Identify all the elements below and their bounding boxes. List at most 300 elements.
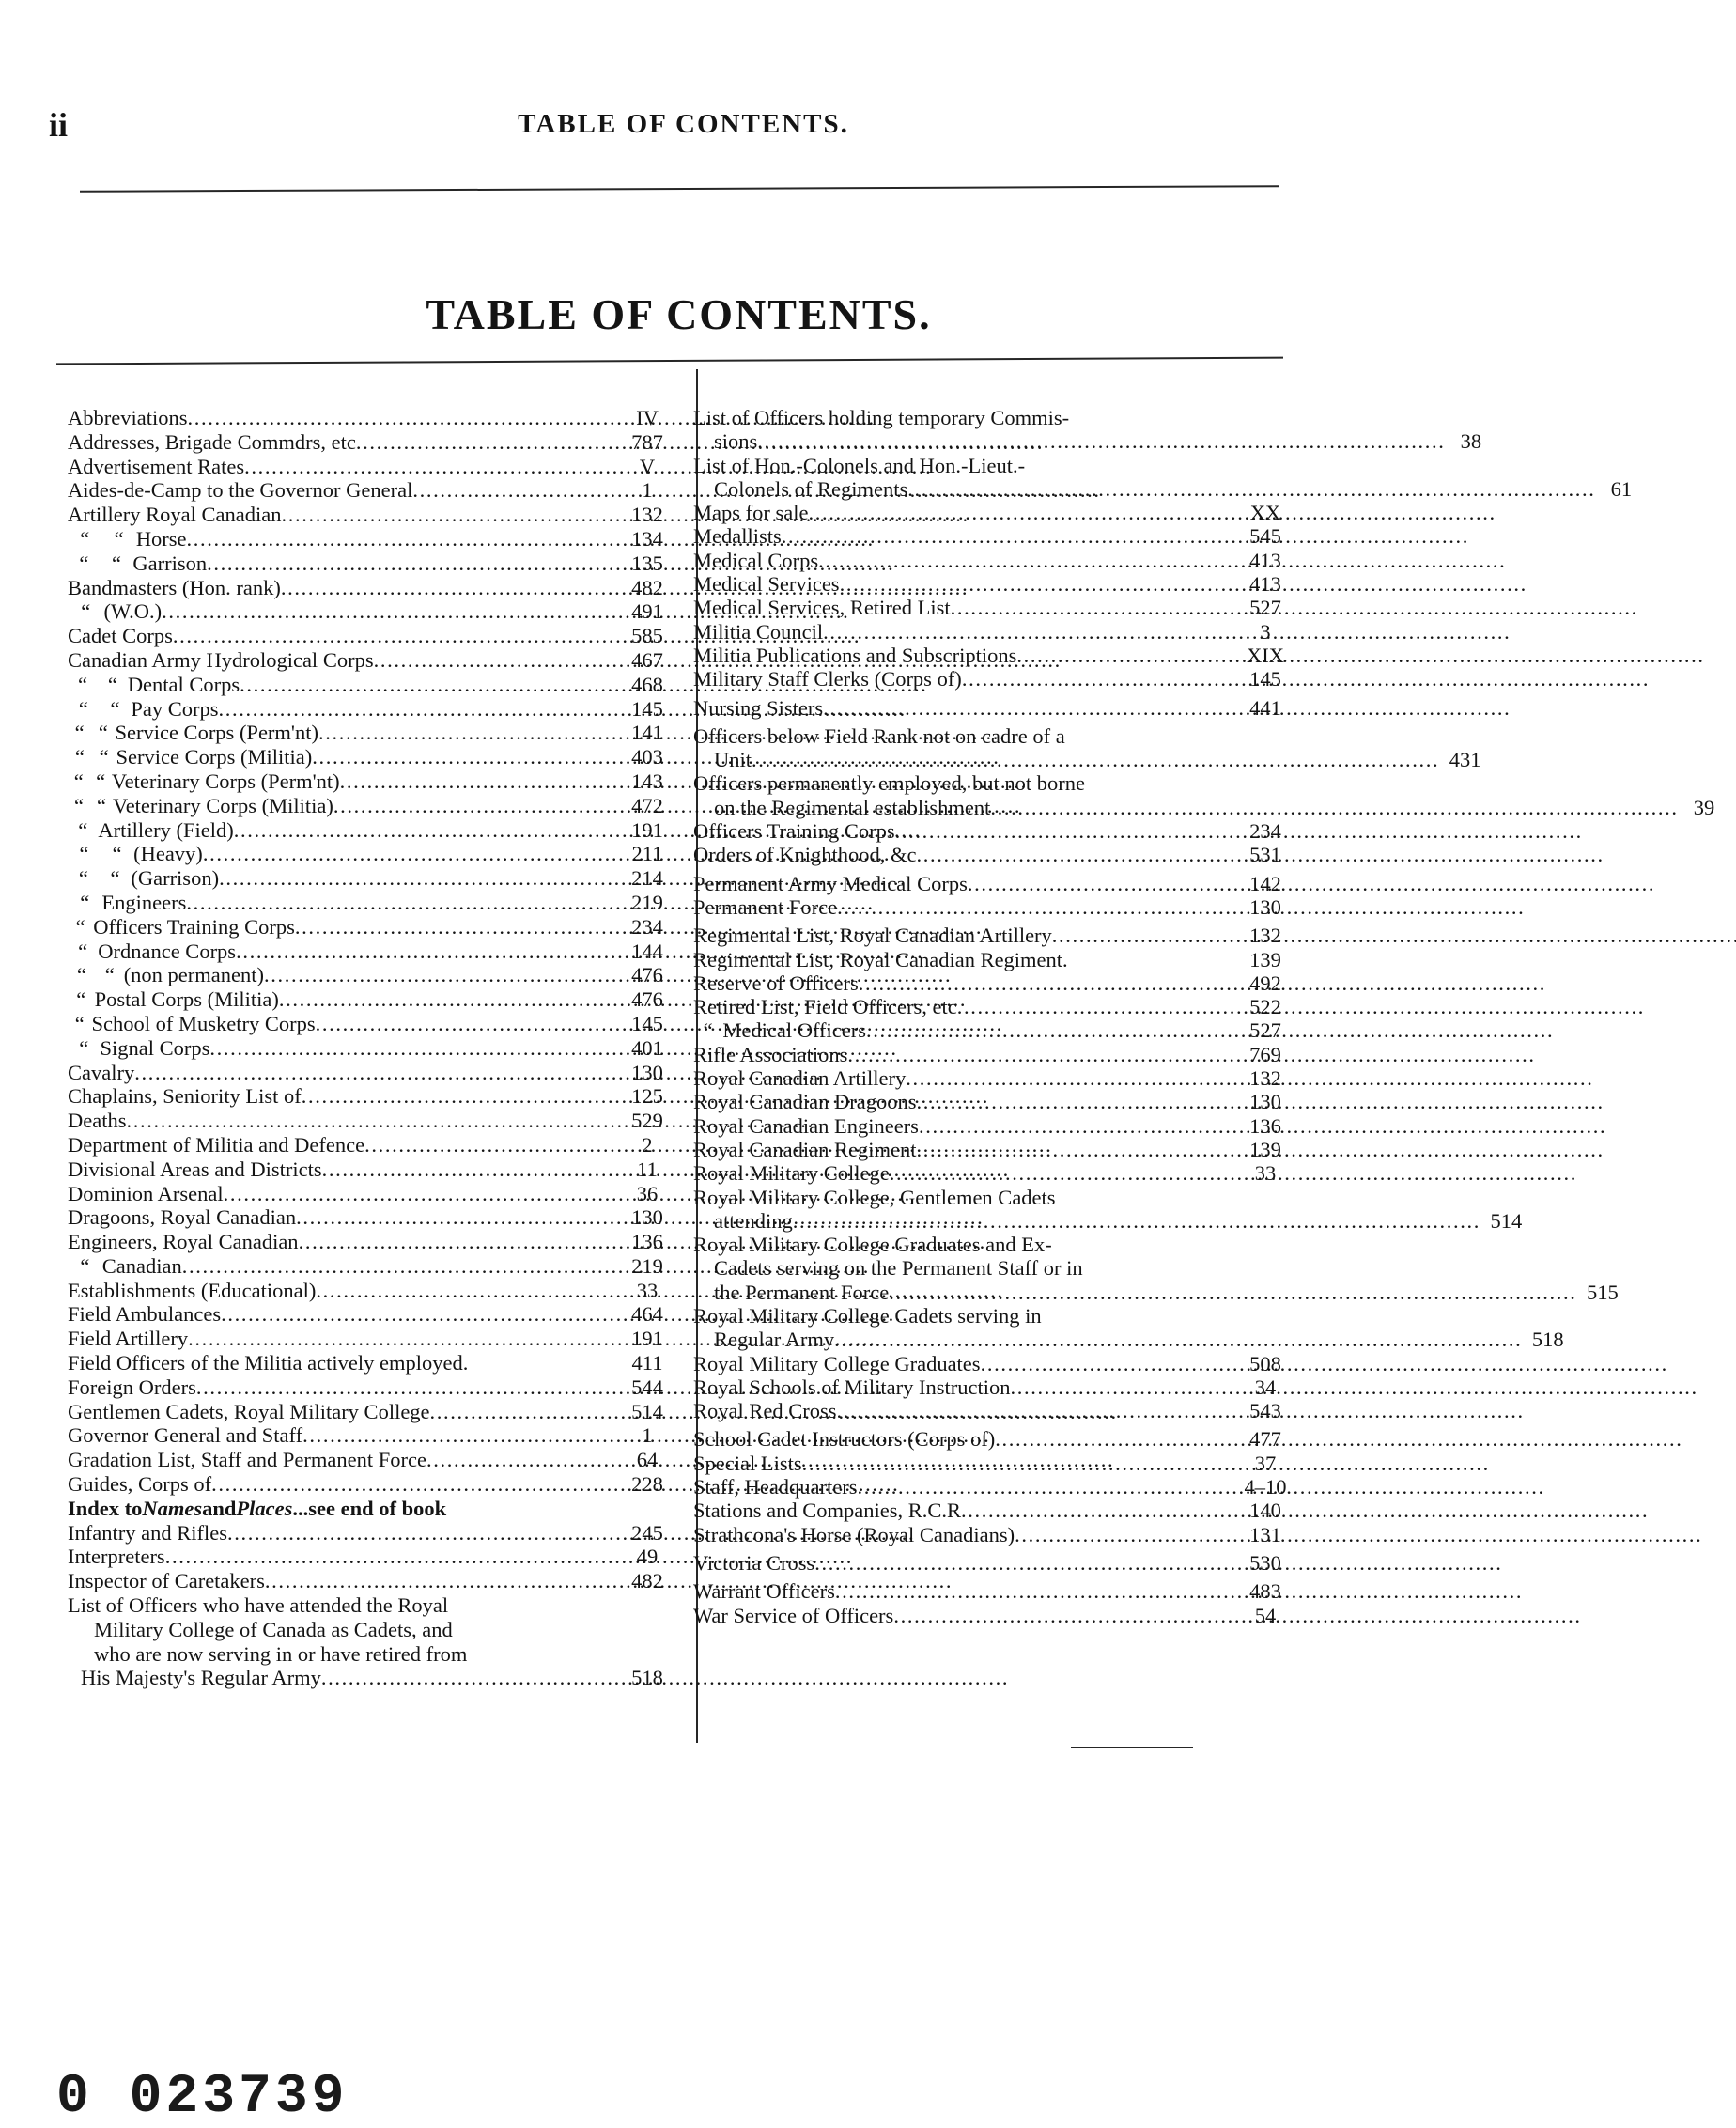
toc-entry-text <box>693 644 1236 667</box>
toc-entry-label: Garrison <box>132 551 208 575</box>
toc-entry-text <box>693 1233 1573 1304</box>
toc-entry-text <box>693 1375 1236 1399</box>
toc-entry <box>693 771 1715 819</box>
toc-entry-text <box>693 1604 1236 1627</box>
serial-number: 0 023739 <box>56 2067 349 2128</box>
toc-entry <box>693 549 1294 572</box>
dot-leader <box>312 745 616 769</box>
dot-leader <box>322 1157 616 1182</box>
toc-entry <box>68 1182 678 1206</box>
ditto-mark: “ <box>79 842 89 866</box>
dot-leader <box>173 624 616 648</box>
toc-entry-label: Nursing Sisters <box>693 695 824 720</box>
toc-entry <box>693 872 1294 895</box>
ditto-mark: “ <box>78 866 88 891</box>
toc-entry-label: Royal Red Cross <box>693 1399 837 1423</box>
toc-entry <box>68 1084 678 1109</box>
toc-entry-text <box>68 963 616 987</box>
toc-entry-label: Strathcona's Horse (Royal Canadians) <box>693 1522 1015 1546</box>
toc-entry <box>693 723 1481 772</box>
toc-entry-text <box>693 454 1592 502</box>
toc-entry-text <box>68 842 616 866</box>
dot-leader <box>209 1036 616 1061</box>
toc-entry <box>693 1375 1294 1399</box>
toc-entry-label: Field Ambulances <box>68 1302 222 1327</box>
toc-entry-line <box>693 429 1442 453</box>
header-rule <box>80 185 1279 193</box>
toc-entry <box>68 891 678 915</box>
toc-entry-label: (Heavy) <box>133 842 203 866</box>
dot-leader <box>316 1012 616 1036</box>
page-number: 477 <box>1249 1427 1281 1452</box>
toc-entry-label: who are now serving in or have retired from <box>94 1641 468 1666</box>
dot-leader <box>321 1666 616 1690</box>
toc-entry <box>693 819 1294 843</box>
page-number: 131 <box>1249 1522 1281 1546</box>
toc-entry-text <box>68 769 616 794</box>
page-number: 49 <box>636 1545 659 1569</box>
ditto-mark: “ <box>79 1035 89 1060</box>
ditto-mark: “ <box>110 866 120 891</box>
toc-entry-label: Medallists <box>693 524 782 549</box>
page-number: 39 <box>1693 795 1715 819</box>
toc-entry-line <box>693 771 1675 795</box>
toc-entry-label: ...see end of book <box>292 1496 447 1520</box>
dot-leader <box>823 620 1236 644</box>
toc-entry <box>693 843 1294 866</box>
right-column <box>693 406 1715 1627</box>
page-number: XX <box>1249 501 1281 525</box>
dot-leader <box>279 987 616 1012</box>
toc-entry-line <box>693 406 1442 429</box>
toc-entry-text <box>68 1084 616 1109</box>
page-number: 476 <box>631 987 663 1012</box>
toc-entry <box>68 769 678 794</box>
page-number: 61 <box>1610 476 1633 501</box>
page-number: 431 <box>1449 748 1481 772</box>
dot-leader <box>990 796 1675 819</box>
dot-leader <box>295 915 616 940</box>
toc-entry <box>693 1043 1294 1066</box>
toc-entry <box>693 501 1294 524</box>
toc-entry-line <box>693 1186 1477 1209</box>
dot-leader <box>126 1109 616 1133</box>
toc-entry-line <box>693 1281 1573 1304</box>
toc-entry <box>68 697 678 722</box>
toc-entry <box>68 818 678 843</box>
ditto-mark: “ <box>78 696 88 721</box>
folio: ii <box>49 106 69 144</box>
page-number: 401 <box>631 1035 663 1060</box>
ditto-mark: “ <box>79 551 89 575</box>
toc-entry-text <box>693 819 1236 843</box>
page-number: 136 <box>631 1230 663 1254</box>
ditto-mark: “ <box>80 890 90 914</box>
toc-entry <box>68 963 678 987</box>
page-number: XIX <box>1247 643 1284 667</box>
page-number: 787 <box>631 429 663 454</box>
dot-leader <box>962 667 1236 691</box>
dot-leader <box>430 1400 616 1424</box>
toc-entry-label: List of Officers who have attended the Royal <box>68 1593 449 1618</box>
toc-entry-label: School Cadet Instructors (Corps of) <box>693 1427 996 1452</box>
page-number: 219 <box>631 1253 663 1278</box>
page-number: 482 <box>631 575 663 599</box>
toc-entry-label: Engineers, Royal Canadian <box>68 1230 299 1254</box>
toc-entry-label: Abbreviations <box>68 406 188 429</box>
toc-entry <box>68 455 678 479</box>
dot-leader <box>1052 924 1236 947</box>
toc-entry <box>68 1423 678 1448</box>
page-number: 491 <box>631 599 663 624</box>
ditto-mark: “ <box>73 793 84 817</box>
toc-entry-line <box>693 1233 1573 1256</box>
page-number: 585 <box>631 624 663 648</box>
left-column <box>68 406 678 1690</box>
dot-leader <box>968 872 1236 895</box>
toc-entry <box>693 1161 1294 1185</box>
ditto-mark: “ <box>112 842 122 866</box>
toc-entry-text <box>693 724 1436 772</box>
toc-entry-label: Governor General and Staff <box>68 1423 303 1448</box>
dot-leader <box>162 599 616 624</box>
page-number: 132 <box>1249 924 1281 948</box>
dot-leader <box>186 891 616 915</box>
toc-entry <box>68 745 678 769</box>
toc-entry <box>68 599 678 624</box>
page-number: 228 <box>631 1472 663 1497</box>
ditto-mark: “ <box>73 769 84 793</box>
toc-entry <box>68 794 678 818</box>
page-number: 468 <box>631 672 663 696</box>
dot-leader <box>188 1327 616 1351</box>
page-number: 143 <box>631 769 663 793</box>
dot-leader <box>1015 1523 1236 1546</box>
toc-entry-label: Field Officers of the Militia actively employed. <box>68 1351 469 1375</box>
ditto-mark: “ <box>74 721 85 745</box>
toc-entry-label: attending <box>714 1208 793 1233</box>
toc-entry-label: (Garrison) <box>131 866 220 891</box>
dot-leader <box>752 748 1436 771</box>
page-number: 141 <box>631 721 663 745</box>
ditto-mark: “ <box>78 939 88 963</box>
toc-entry-label: Service Corps (Perm'nt) <box>115 721 318 745</box>
toc-entry-label: and <box>202 1496 237 1520</box>
toc-entry <box>693 971 1294 995</box>
toc-entry <box>693 572 1294 596</box>
toc-entry <box>693 596 1294 619</box>
toc-entry-label: Rifle Associations <box>693 1042 848 1066</box>
toc-entry-text <box>68 1302 616 1327</box>
page-number: 64 <box>636 1448 659 1472</box>
toc-entry-text <box>693 995 1236 1018</box>
dot-leader <box>840 572 1236 596</box>
page-number: 211 <box>631 842 663 866</box>
ditto-mark: “ <box>74 1011 85 1035</box>
toc-entry-text <box>693 1551 1236 1575</box>
toc-entry-text <box>693 1066 1236 1090</box>
toc-entry-text <box>68 527 616 551</box>
toc-entry-label: Medical Officers <box>722 1018 867 1043</box>
toc-entry-label: Veterinary Corps (Militia) <box>112 793 333 817</box>
title-rule <box>56 357 1283 365</box>
page-number: 515 <box>1586 1280 1619 1304</box>
page-number: 214 <box>631 866 663 891</box>
toc-entry-text <box>68 648 616 673</box>
page-number: 1 <box>642 478 653 503</box>
toc-entry <box>68 478 678 503</box>
dot-leader <box>818 549 1236 572</box>
toc-entry <box>68 1593 678 1618</box>
toc-entry-label: Royal Schools of Military Instruction <box>693 1375 1011 1399</box>
ditto-mark: “ <box>75 914 85 939</box>
page-number: 472 <box>631 793 663 817</box>
page-number: 139 <box>1249 947 1281 971</box>
toc-entry-label: Stations and Companies, R.C.R <box>693 1499 962 1523</box>
page-number: 527 <box>1249 596 1281 620</box>
toc-entry-text <box>68 624 616 648</box>
toc-entry-text <box>68 1375 616 1400</box>
toc-entry <box>693 667 1294 691</box>
toc-entry-text <box>693 1475 1236 1499</box>
toc-entry-text <box>693 1352 1236 1375</box>
toc-entry-label: Regular Army <box>714 1328 835 1352</box>
toc-entry-label: Militia Publications and Subscriptions <box>693 643 1017 667</box>
toc-entry-text <box>68 1351 616 1375</box>
toc-entry <box>693 1475 1294 1499</box>
page-number: 34 <box>1254 1375 1277 1399</box>
toc-entry-text <box>693 1399 1236 1422</box>
ditto-mark: “ <box>81 599 91 624</box>
toc-entry-label: Officers permanently employed, but not borne <box>693 771 1085 796</box>
page-number: 37 <box>1254 1451 1277 1475</box>
dot-leader <box>224 1182 616 1206</box>
dot-leader <box>187 527 616 551</box>
toc-entry <box>68 1351 678 1375</box>
page-number: 33 <box>1254 1161 1277 1186</box>
running-head <box>0 105 1367 143</box>
toc-entry <box>68 527 678 551</box>
toc-entry <box>68 1375 678 1400</box>
page-number: 508 <box>1249 1351 1281 1375</box>
toc-entry <box>68 1666 678 1690</box>
toc-entry-label: Field Artillery <box>68 1327 189 1351</box>
page-number: 482 <box>631 1569 663 1593</box>
toc-entry <box>68 1302 678 1327</box>
ditto-mark: “ <box>77 672 87 696</box>
page-title: TABLE OF CONTENTS. <box>426 290 932 338</box>
toc-entry-label: Interpreters <box>68 1545 165 1569</box>
toc-entry-label: Medical Services, Retired List <box>693 596 951 620</box>
toc-entry-label: Dental Corps <box>127 672 240 696</box>
dot-leader <box>919 1114 1236 1138</box>
toc-entry <box>68 1400 678 1424</box>
toc-entry <box>68 1472 678 1497</box>
toc-entry-line <box>693 748 1436 771</box>
toc-entry-label: Dragoons, Royal Canadian <box>68 1205 297 1230</box>
toc-entry <box>68 1109 678 1133</box>
toc-entry <box>68 866 678 891</box>
dot-leader <box>808 501 1236 524</box>
page-number: 38 <box>1460 429 1482 454</box>
page-number: 403 <box>631 745 663 769</box>
page-number: 139 <box>1249 1137 1281 1161</box>
toc-entry-label: Divisional Areas and Districts <box>68 1157 322 1181</box>
toc-entry <box>693 1114 1294 1138</box>
toc-entry <box>68 1061 678 1085</box>
toc-entry-text <box>68 1109 616 1133</box>
toc-entry-text <box>68 987 616 1012</box>
toc-entry <box>68 624 678 648</box>
dot-leader <box>281 576 616 600</box>
toc-entry-label: Special Lists <box>693 1451 802 1475</box>
toc-entry-text <box>68 794 616 818</box>
dot-leader <box>906 1066 1236 1090</box>
dot-leader <box>793 1209 1478 1233</box>
toc-entry-label: Index to <box>68 1496 143 1520</box>
dot-leader <box>244 455 616 479</box>
dot-leader <box>916 1138 1236 1161</box>
toc-entry-text <box>68 576 616 600</box>
page-number: 125 <box>631 1084 663 1109</box>
dot-leader <box>187 406 616 430</box>
toc-entry <box>693 406 1482 454</box>
toc-entry-label: Gradation List, Staff and Permanent Force <box>68 1448 426 1472</box>
page-number: 142 <box>1249 871 1281 895</box>
toc-entry-label: Warrant Officers <box>693 1579 835 1604</box>
page-number: 191 <box>631 817 663 842</box>
toc-entry-text <box>68 1666 616 1690</box>
toc-entry-label: Service Corps (Militia) <box>116 745 313 769</box>
toc-entry-label: Artillery Royal Canadian <box>68 503 282 527</box>
toc-entry-text <box>68 940 616 964</box>
toc-entry-label: Foreign Orders <box>68 1375 196 1399</box>
dot-leader <box>957 995 1236 1018</box>
dot-leader <box>847 1043 1236 1066</box>
toc-entry <box>68 1448 678 1472</box>
toc-entry-label: Staff, Headquarters <box>693 1475 858 1499</box>
toc-entry-text <box>68 1472 616 1497</box>
ditto-mark: “ <box>80 1253 90 1278</box>
toc-entry-text <box>68 1157 616 1182</box>
toc-entry-label: Royal Canadian Artillery <box>693 1066 907 1091</box>
toc-entry-label: Veterinary Corps (Perm'nt) <box>111 769 340 793</box>
toc-entry <box>693 1523 1294 1546</box>
toc-entry <box>68 1036 678 1061</box>
toc-entry <box>68 576 678 600</box>
toc-entry <box>693 524 1294 548</box>
dot-leader <box>782 524 1236 548</box>
toc-entry <box>68 673 678 697</box>
toc-entry <box>68 1327 678 1351</box>
toc-entry-text <box>693 771 1675 819</box>
toc-entry-text <box>68 599 616 624</box>
toc-entry <box>693 1138 1294 1161</box>
dot-leader <box>426 1448 616 1472</box>
toc-entry-label: Chaplains, Seniority List of <box>68 1084 302 1109</box>
page-number: 518 <box>631 1666 663 1690</box>
toc-entry-label: Guides, Corps of <box>68 1472 212 1497</box>
toc-entry <box>693 948 1294 971</box>
page-number: 543 <box>1249 1399 1281 1423</box>
toc-entry-text <box>68 1497 616 1521</box>
toc-entry-text <box>68 891 616 915</box>
page-number: 234 <box>1249 819 1281 844</box>
dot-leader <box>893 1604 1236 1627</box>
toc-entry-text <box>68 406 616 430</box>
dot-leader <box>240 673 616 697</box>
toc-entry-label: Orders of Knighthood, &c <box>693 843 917 867</box>
toc-entry <box>693 1352 1294 1375</box>
ditto-mark: “ <box>703 1018 713 1043</box>
dot-leader <box>234 818 616 843</box>
toc-entry <box>68 1157 678 1182</box>
toc-entry-label: Colonels of Regiments <box>714 476 908 501</box>
dot-leader <box>895 819 1236 843</box>
toc-entry-label: Engineers <box>101 890 187 914</box>
toc-entry-label: on the Regimental establishment <box>714 795 991 819</box>
dot-leader <box>866 1018 1236 1042</box>
page-number: 134 <box>631 526 663 551</box>
dot-leader <box>834 1328 1519 1351</box>
toc-entry-text <box>693 1579 1236 1603</box>
toc-entry-label: Medical Services <box>693 572 840 597</box>
ditto-mark: “ <box>76 987 86 1012</box>
dot-leader <box>858 1475 1236 1499</box>
dot-leader <box>356 430 616 455</box>
toc-entry-label: Permanent Army Medical Corps <box>693 871 968 895</box>
toc-entry-text <box>68 1448 616 1472</box>
toc-entry-line <box>693 1209 1477 1233</box>
toc-entry <box>68 1618 678 1642</box>
page-number: 4–10 <box>1244 1475 1287 1499</box>
toc-entry-text <box>68 455 616 479</box>
toc-entry-text <box>68 1036 616 1061</box>
dot-leader <box>227 1521 616 1546</box>
toc-entry-label: Inspector of Caretakers <box>68 1569 265 1593</box>
dot-leader <box>823 696 1236 720</box>
dot-leader <box>951 596 1236 619</box>
ditto-mark: “ <box>107 672 117 696</box>
toc-entry <box>693 1185 1523 1234</box>
dot-leader <box>916 843 1236 866</box>
toc-entry-text <box>693 572 1236 596</box>
toc-entry <box>68 915 678 940</box>
toc-entry-text <box>68 673 616 697</box>
dot-leader <box>302 1084 616 1109</box>
toc-entry <box>693 1303 1564 1352</box>
page-number: 514 <box>631 1399 663 1423</box>
toc-entry-text <box>68 1593 616 1618</box>
toc-entry-label: School of Musketry Corps <box>91 1011 316 1035</box>
toc-entry-text <box>693 1043 1236 1066</box>
toc-entry-label: Establishments (Educational) <box>68 1278 317 1302</box>
toc-entry-text <box>68 1400 616 1424</box>
toc-entry-label: Royal Military College Cadets serving in <box>693 1303 1042 1328</box>
dot-leader <box>961 1499 1236 1522</box>
toc-entry <box>68 1497 678 1521</box>
toc-entry-text <box>68 503 616 527</box>
toc-entry-text <box>68 866 616 891</box>
toc-entry <box>693 644 1294 667</box>
toc-entry-label: List of Hon.-Colonels and Hon.-Lieut.- <box>693 453 1026 477</box>
dot-leader <box>364 1133 616 1157</box>
toc-entry-label: Department of Militia and Defence <box>68 1132 365 1157</box>
toc-entry-label: Cavalry <box>68 1060 135 1084</box>
page-number: 191 <box>631 1327 663 1351</box>
toc-entry <box>68 987 678 1012</box>
toc-entry <box>68 940 678 964</box>
